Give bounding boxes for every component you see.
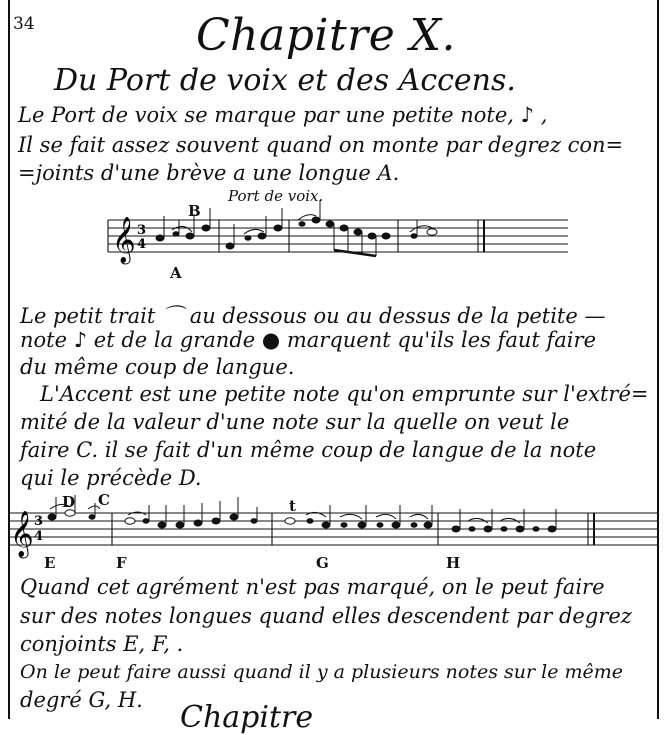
example-2-label-g: G: [316, 554, 329, 572]
paragraph-1-line-3: =joints d'une brève a une longue A.: [18, 161, 400, 185]
svg-text:3: 3: [137, 223, 147, 238]
section-title: Du Port de voix et des Accens.: [54, 63, 516, 98]
svg-text:4: 4: [137, 237, 147, 252]
chapter-title: Chapitre X.: [196, 10, 457, 61]
example-2-label-f: F: [116, 554, 127, 572]
paragraph-4-line-5: degré G, H.: [20, 688, 143, 712]
paragraph-1-line-2: Il se fait assez souvent quand on monte par degrez con=: [18, 133, 624, 157]
treble-clef-icon-2: 𝄞: [10, 511, 34, 557]
example-1-caption: Port de voix.: [228, 187, 324, 205]
example-1-label-b: B: [188, 202, 201, 220]
page-border-right: [657, 0, 659, 719]
treble-clef-icon: 𝄞: [112, 217, 136, 263]
example-2-label-c: C: [98, 491, 110, 509]
example-2-label-e: E: [44, 554, 56, 572]
paragraph-1-line-1: Le Port de voix se marque par une petite note, ♪ ,: [18, 103, 548, 127]
music-example-1: [0, 190, 666, 310]
paragraph-4-line-3: conjoints E, F, .: [20, 632, 184, 656]
svg-text:4: 4: [34, 529, 44, 544]
paragraph-2-line-3: du même coup de langue.: [20, 355, 295, 379]
page-border-left: [8, 0, 10, 719]
paragraph-4-line-2: sur des notes longues quand elles descendent par degrez: [20, 604, 632, 628]
paragraph-3-line-3: faire C. il se fait d'un même coup de langue de la note: [20, 438, 597, 462]
svg-text:3: 3: [34, 514, 44, 529]
paragraph-4-line-4: On le peut faire aussi quand il y a plusieurs notes sur le même: [20, 661, 624, 683]
paragraph-2-line-1: Le petit trait ⌒ au dessous ou au dessus de la petite —: [20, 304, 606, 328]
next-chapter-heading-fragment: Chapitre: [180, 700, 314, 735]
paragraph-3-line-4: qui le précède D.: [20, 466, 202, 490]
page-number: 34: [13, 14, 35, 34]
example-1-label-a: A: [170, 264, 182, 282]
paragraph-4-line-1: Quand cet agrément n'est pas marqué, on le peut faire: [20, 575, 605, 599]
paragraph-3-line-2: mité de la valeur d'une note sur la quelle on veut le: [20, 410, 570, 434]
example-2-label-h: H: [446, 554, 461, 572]
example-2-label-d: D: [62, 493, 76, 511]
paragraph-2-line-2: note ♪ et de la grande ● marquent qu'ils les faut faire: [20, 328, 596, 352]
example-2-label-t: t: [289, 497, 296, 515]
paragraph-3-line-1: L'Accent est une petite note qu'on emprunte sur l'extré=: [40, 382, 649, 406]
